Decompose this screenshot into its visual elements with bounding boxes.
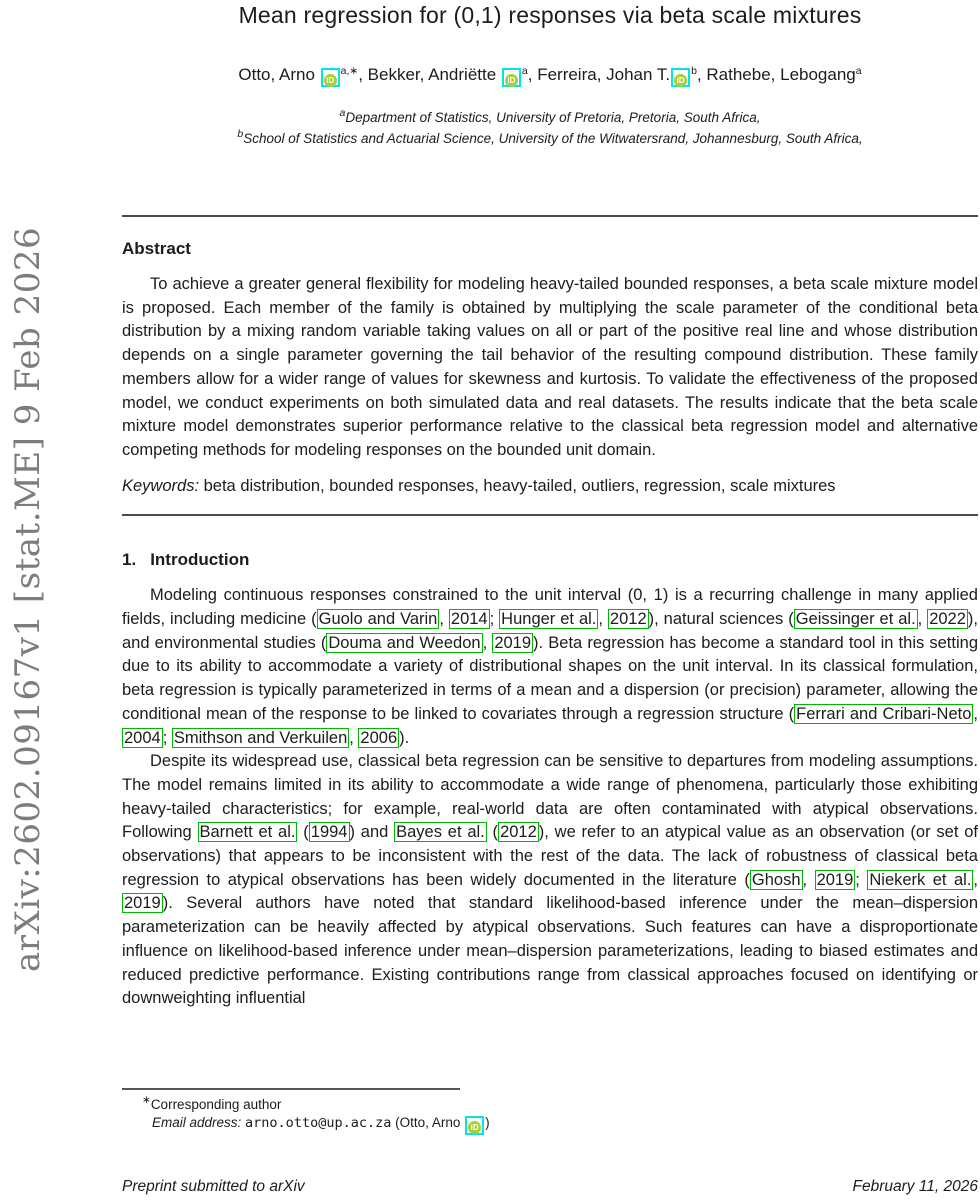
footnote-block: [122, 1088, 978, 1135]
abstract-top-rule: [122, 215, 978, 217]
citation-link[interactable]: Ghosh: [751, 870, 801, 889]
superscript-marker: ∗: [142, 1094, 151, 1106]
affiliation-a: $^a$Department of Statistics, University of Pretoria, Pretoria, South Africa,: [339, 107, 761, 125]
orcid-icon[interactable]: [502, 68, 521, 87]
citation-link[interactable]: Bayes et al.: [396, 823, 485, 842]
citation-link[interactable]: 2014: [450, 610, 488, 629]
orcid-id-glyph: iD: [324, 74, 337, 87]
orcid-icon[interactable]: [465, 1116, 484, 1135]
superscript-marker: a: [339, 107, 346, 119]
citation-link[interactable]: 2019: [494, 633, 532, 652]
superscript-marker: b: [691, 65, 697, 77]
abstract-bottom-rule: [122, 514, 978, 516]
arxiv-watermark: arXiv:2602.09167v1 [stat.ME] 9 Feb 2026: [8, 226, 48, 972]
email-line: Email address: arno.otto@up.ac.za (Otto, Arno iD ): [122, 1115, 978, 1135]
orcid-id-glyph: iD: [674, 74, 687, 87]
citation-link[interactable]: 2006: [360, 728, 398, 747]
section-number: 1.: [122, 550, 137, 570]
affiliation-b: $^b$School of Statistics and Actuarial Science, University of the Witwatersrand, Johannesburg, South Africa,: [237, 128, 863, 146]
author-line: Otto, Arno $iD^{a,∗}$, Bekker, Andriëtte $iD^a$, Ferreira, Johan T. $iD^b$, Rathebe, Lebogang$^a$: [238, 65, 862, 85]
citation-link[interactable]: Douma and Weedon: [328, 633, 481, 652]
superscript-marker: b: [237, 128, 244, 140]
citation-link[interactable]: Ferrari and Cribari-Neto: [796, 704, 972, 723]
citation-link[interactable]: 2019: [816, 870, 854, 889]
superscript-marker: a,∗: [340, 65, 359, 77]
intro-paragraph-1: Modeling continuous responses constrained to the unit interval (0, 1) is a recurring challenge in many applied fields, including medicine ( Guolo and Varin , 2014 ; Hunger et al. , 2012 ), natural sciences ( Geissinger et al. , 2022 ), and environmental studies ( Douma and Weedon , 2019 ). Beta regression has become a standard tool in this setting due to its ability to accommodate a variety of distributional shapes on the unit interval. In its classical formulation, beta regression is typically parameterized in terms of a mean and a dispersion (or precision) parameter, allowing the conditional mean of the response to be linked to covariates through a regression structure ( Ferrari and Cribari-Neto , 2004 ; Smithson and Verkuilen , 2006 ).: [122, 586, 979, 747]
citation-link[interactable]: 2019: [124, 894, 161, 913]
email-address-link[interactable]: arno.otto@up.ac.za: [245, 1115, 392, 1131]
citation-link[interactable]: 2012: [609, 610, 647, 629]
section-heading-introduction: [122, 550, 978, 570]
intro-paragraph-2: Despite its widespread use, classical beta regression can be sensitive to departures from modeling assumptions. The model remains limited in its ability to accommodate a wide range of phenomena, particularly those exhibiting heavy-tailed characteristics; for example, real-world data are often contaminated with atypical observations. Following Barnett et al. ( 1994 ) and Bayes et al. ( 2012 ), we refer to an atypical value as an observation (or set of observations) that appears to be inconsistent with the rest of the data. The lack of robustness of classical beta regression to atypical observations has been widely documented in the literature ( Ghosh , 2019 ; Niekerk et al. , 2019 ). Several authors have noted that standard likelihood-based inference under the mean–dispersion parameterization can be heavily affected by atypical observations. Such features can have a disproportionate influence on likelihood-based inference under mean–dispersion parameterizations, leading to biased estimates and reduced predictive performance. Existing contributions range from classical approaches focused on identifying or downweighting influential: [122, 752, 979, 1008]
footnote-rule: [122, 1088, 460, 1090]
orcid-id-glyph: iD: [505, 74, 518, 87]
citation-link[interactable]: 2004: [124, 728, 161, 747]
citation-link[interactable]: Guolo and Varin: [318, 610, 438, 629]
paper-title: Mean regression for (0,1) responses via beta scale mixtures: [238, 2, 862, 28]
keywords-line: Keywords: beta distribution, bounded responses, heavy-tailed, outliers, regression, scale mixtures: [122, 476, 836, 495]
affiliations: [122, 107, 978, 149]
orcid-id-glyph: iD: [468, 1121, 481, 1134]
italic-label: Email address:: [152, 1115, 246, 1130]
citation-link[interactable]: Niekerk et al.: [869, 870, 972, 889]
preprint-note: Preprint submitted to arXiv: [122, 1178, 305, 1195]
orcid-icon[interactable]: [671, 68, 690, 87]
citation-link[interactable]: 2012: [500, 823, 537, 842]
footer-row: [122, 1178, 978, 1196]
abstract-text: To achieve a greater general flexibility for modeling heavy-tailed bounded responses, a beta scale mixture model is proposed. Each member of the family is obtained by multiplying the scale parameter of the conditional beta distribution by a mixing random variable taking values on all or part of the positive real line and whose distribution depends on a single parameter governing the tail behavior of the resulting compound distribution. These family members allow for a wider range of values for skewness and kurtosis. To validate the effectiveness of the proposed model, we conduct experiments on both simulated data and real datasets. The results indicate that the beta scale mixture model demonstrates superior performance relative to the classical beta regression model and alternative competing methods for modeling responses on the bounded unit domain.: [122, 275, 978, 459]
paper-content: [122, 0, 978, 1011]
superscript-marker: a: [521, 65, 528, 77]
corresponding-author-note: ∗Corresponding author: [142, 1094, 282, 1112]
italic-label: Keywords:: [122, 476, 200, 495]
citation-link[interactable]: Smithson and Verkuilen: [173, 728, 348, 747]
superscript-marker: a: [855, 65, 862, 77]
orcid-icon[interactable]: [321, 68, 340, 87]
citation-link[interactable]: Barnett et al.: [199, 823, 296, 842]
citation-link[interactable]: 1994: [310, 823, 348, 842]
footer-date: February 11, 2026: [852, 1178, 978, 1195]
abstract-heading: Abstract: [122, 239, 191, 258]
section-title: Introduction: [150, 550, 250, 570]
citation-link[interactable]: 2022: [929, 610, 966, 629]
citation-link[interactable]: Geissinger et al.: [795, 610, 916, 629]
citation-link[interactable]: Hunger et al.: [501, 610, 597, 629]
